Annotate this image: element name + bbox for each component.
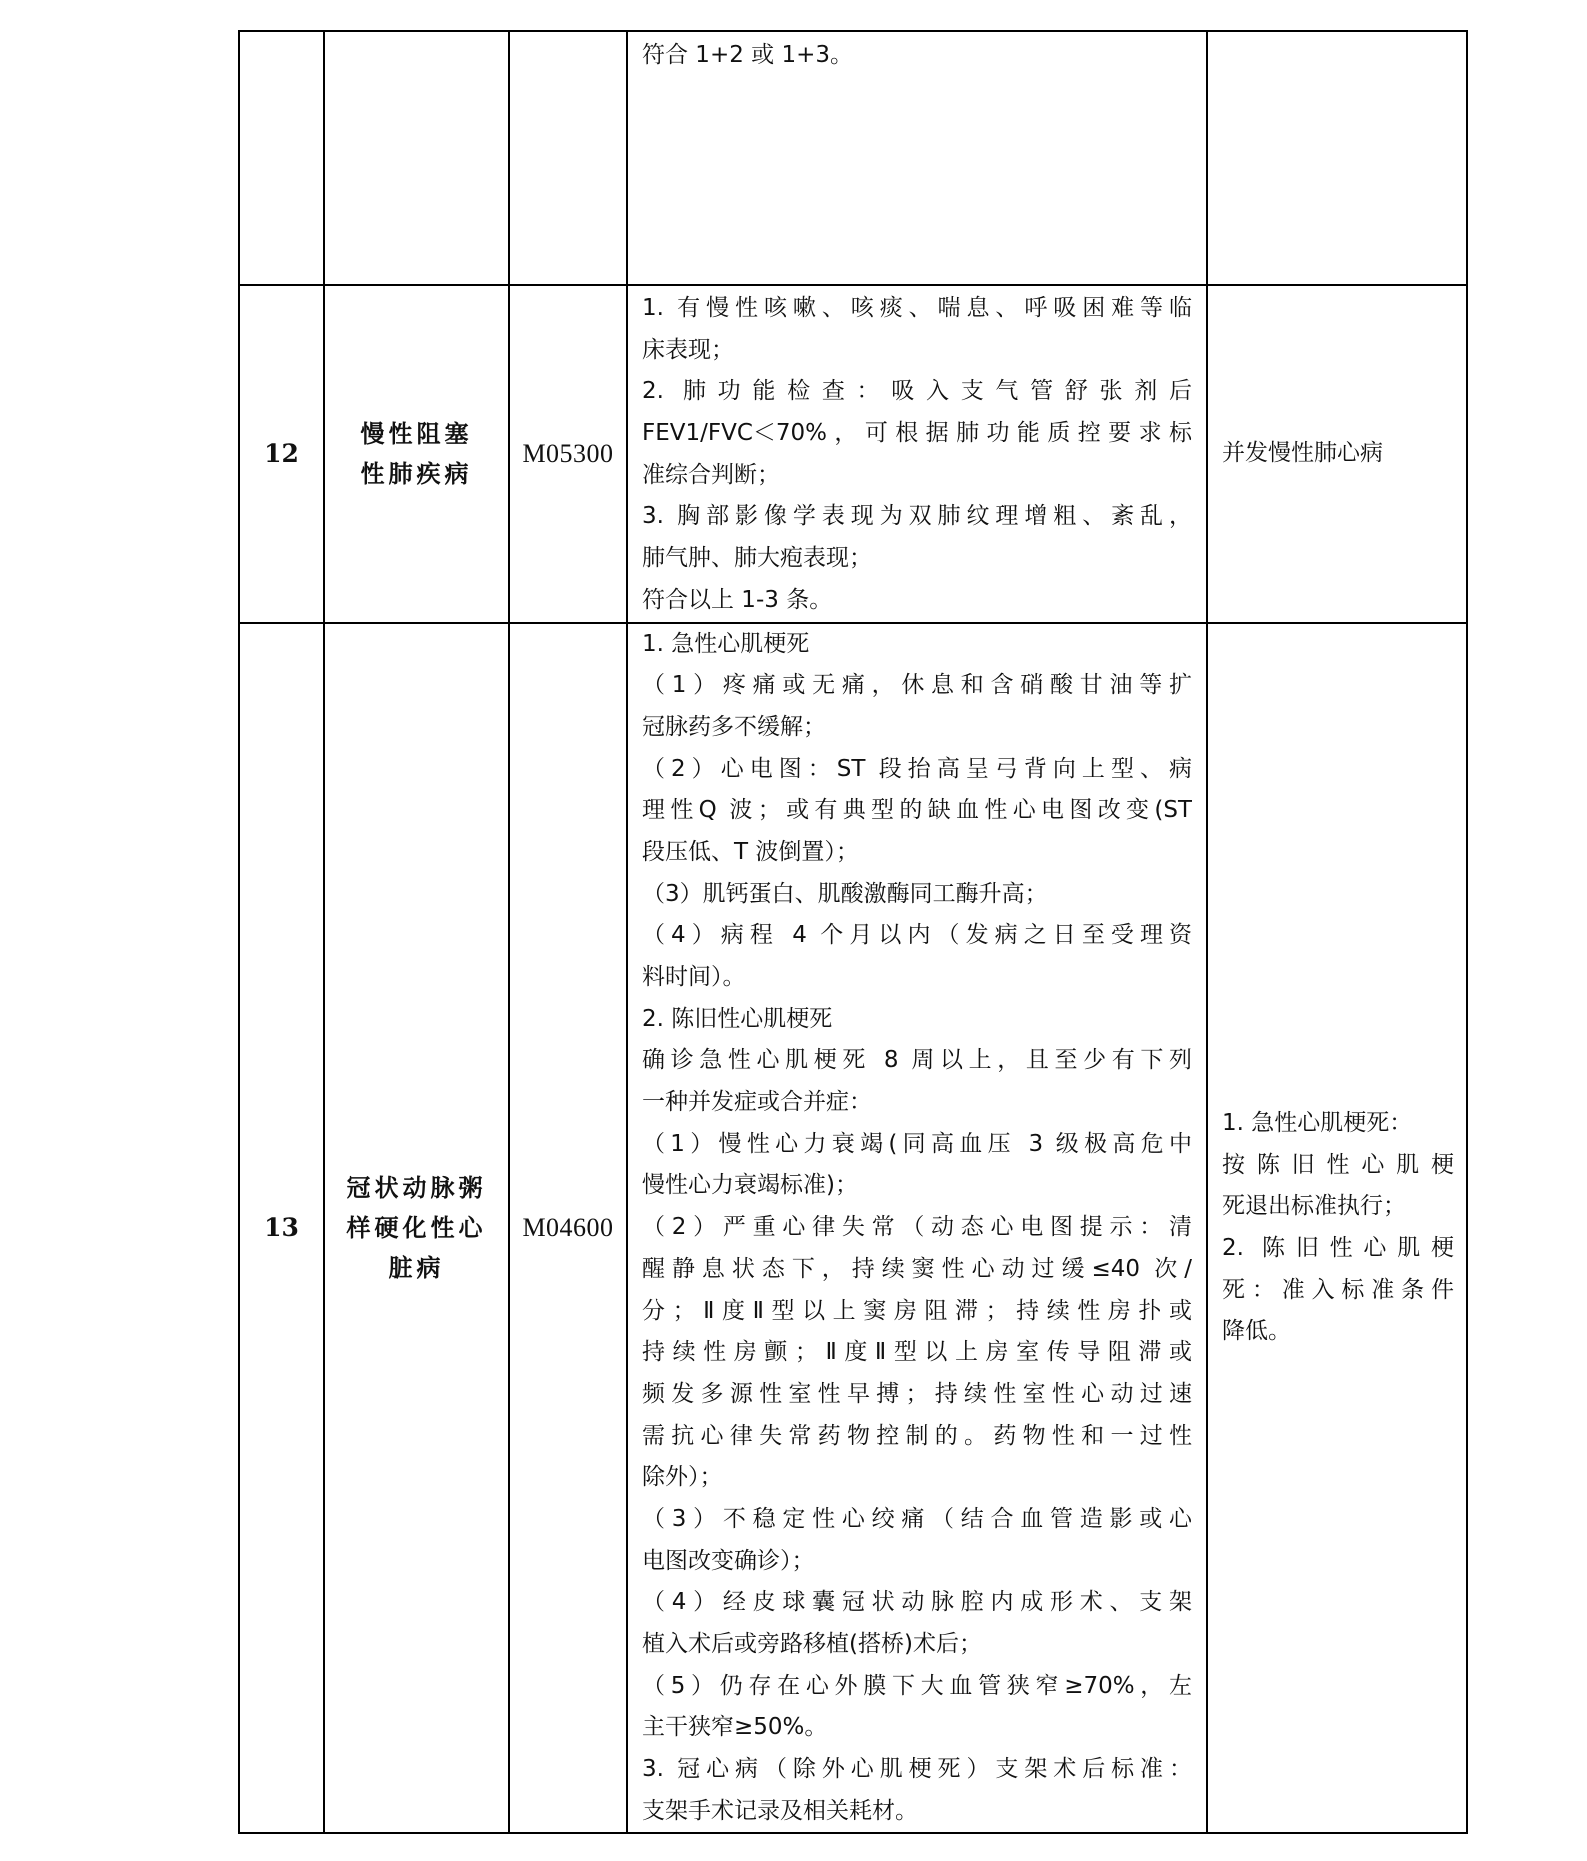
disease-name <box>403 144 431 172</box>
criteria-line: 需抗心律失常药物控制的。药物性和一过性 <box>642 1422 1192 1449</box>
index-value: 13 <box>264 1213 299 1243</box>
criteria-line: （1）疼痛或无痛，休息和含硝酸甘油等扩 <box>642 672 1192 699</box>
criteria-line: 分；Ⅱ度Ⅱ型以上窦房阻滞；持续性房扑或 <box>642 1297 1192 1324</box>
criteria-line: （3）不稳定性心绞痛（结合血管造影或心 <box>642 1505 1192 1532</box>
criteria-line: 确诊急性心肌梗死 8 周以上，且至少有下列 <box>642 1047 1192 1074</box>
index-cell <box>239 623 324 1834</box>
criteria-line: 1. 急性心肌梗死 <box>642 630 810 657</box>
disease-code-cell <box>509 31 627 285</box>
notes-line: 并发慢性肺心病 <box>1222 439 1383 466</box>
notes-line: 降低。 <box>1222 1318 1291 1345</box>
criteria-line: 主干狭窄≥50%。 <box>642 1714 828 1741</box>
criteria-line: 2. 肺功能检查：吸入支气管舒张剂后 <box>642 378 1192 405</box>
index-value: 12 <box>264 439 299 469</box>
criteria-line: （4）病程 4 个月以内（发病之日至受理资 <box>642 922 1192 949</box>
notes-line: 1. 急性心肌梗死： <box>1222 1109 1413 1136</box>
criteria-line: 除外）； <box>642 1464 723 1491</box>
disease-code-cell <box>509 623 627 1834</box>
criteria-line: 频发多源性室性早搏；持续性室性心动过速 <box>642 1380 1192 1407</box>
index-cell <box>239 31 324 285</box>
notes-cell <box>1207 31 1467 285</box>
criteria-line: 2. 陈旧性心肌梗死 <box>642 1005 833 1032</box>
notes-cell <box>1207 623 1467 1834</box>
disease-code-cell <box>509 285 627 623</box>
table-row-12 <box>239 285 1467 623</box>
disease-name-line: 性肺疾病 <box>360 459 473 488</box>
disease-name-cell <box>324 31 509 285</box>
disease-code: M04600 <box>522 1212 614 1242</box>
notes-line: 死退出标准执行； <box>1222 1193 1406 1220</box>
criteria-line: 料时间）。 <box>642 964 746 990</box>
disease-name-line: 脏病 <box>388 1253 445 1282</box>
criteria-line: 醒静息状态下，持续窦性心动过缓≤40 次/ <box>642 1255 1192 1282</box>
criteria-line: 符合 1+2 或 1+3。 <box>642 42 854 68</box>
table-body <box>239 31 1467 1833</box>
criteria-line: （2）心电图：ST 段抬高呈弓背向上型、病 <box>642 755 1192 782</box>
criteria-line: 持续性房颤；Ⅱ度Ⅱ型以上房室传导阻滞或 <box>642 1339 1192 1366</box>
criteria-line: 一种并发症或合并症： <box>642 1089 872 1116</box>
criteria-line: 3. 胸部影像学表现为双肺纹理增粗、紊乱， <box>642 503 1192 530</box>
criteria-line: 床表现； <box>642 336 734 363</box>
criteria-line: 肺气肿、肺大疱表现； <box>642 545 872 572</box>
criteria-line: 冠脉药多不缓解； <box>642 713 826 740</box>
notes-text <box>1208 433 1466 475</box>
criteria-line: 段压低、T 波倒置）； <box>642 838 859 865</box>
disease-name <box>325 414 508 494</box>
notes-text <box>1208 1103 1466 1353</box>
criteria-line: （3）肌钙蛋白、肌酸激酶同工酶升高； <box>642 880 1048 907</box>
criteria-line: （1）慢性心力衰竭(同高血压 3 级极高危中 <box>642 1130 1192 1157</box>
criteria-line: 符合以上 1-3 条。 <box>642 586 833 613</box>
criteria-line: （2）严重心律失常（动态心电图提示：清 <box>642 1214 1192 1241</box>
notes-line: 2. 陈旧性心肌梗 <box>1222 1234 1454 1261</box>
index-cell <box>239 285 324 623</box>
criteria-line: 1. 有慢性咳嗽、咳痰、喘息、呼吸困难等临 <box>642 295 1192 321</box>
disease-name-line: 慢性阻塞 <box>360 419 473 448</box>
criteria-line: 理性Q 波；或有典型的缺血性心电图改变(ST <box>642 797 1192 824</box>
table-row-13 <box>239 623 1467 1834</box>
criteria-line: （5）仍存在心外膜下大血管狭窄≥70%，左 <box>642 1672 1192 1699</box>
notes-cell <box>1207 285 1467 623</box>
criteria-line: 电图改变确诊）； <box>642 1547 815 1574</box>
criteria-line: 慢性心力衰竭标准)； <box>642 1172 858 1199</box>
disease-name-cell <box>324 623 509 1834</box>
disease-name-line: 冠状动脉粥 <box>346 1173 487 1202</box>
criteria-line: （4）经皮球囊冠状动脉腔内成形术、支架 <box>642 1589 1192 1616</box>
criteria-line: 3. 冠心病（除外心肌梗死）支架术后标准： <box>642 1756 1192 1783</box>
notes-line: 死：准入标准条件 <box>1222 1276 1454 1303</box>
table-row-continued <box>239 31 1467 285</box>
disease-name-line: 样硬化性心 <box>346 1213 487 1242</box>
criteria-cell <box>627 623 1207 1834</box>
criteria-text <box>628 286 1206 622</box>
criteria-line: 支架手术记录及相关耗材。 <box>642 1797 918 1824</box>
notes-line: 按陈旧性心肌梗 <box>1222 1151 1454 1178</box>
criteria-line: FEV1/FVC＜70%，可根据肺功能质控要求标 <box>642 420 1192 447</box>
criteria-line: 植入术后或旁路移植(搭桥)术后； <box>642 1631 982 1657</box>
disease-code: M05300 <box>522 438 614 468</box>
disease-name-cell <box>324 285 509 623</box>
criteria-line: 准综合判断； <box>642 461 780 488</box>
criteria-text <box>628 624 1206 1833</box>
criteria-cell <box>627 31 1207 285</box>
criteria-cell <box>627 285 1207 623</box>
criteria-text <box>628 32 1206 77</box>
disease-criteria-table <box>238 30 1468 1834</box>
disease-name <box>325 1168 508 1288</box>
